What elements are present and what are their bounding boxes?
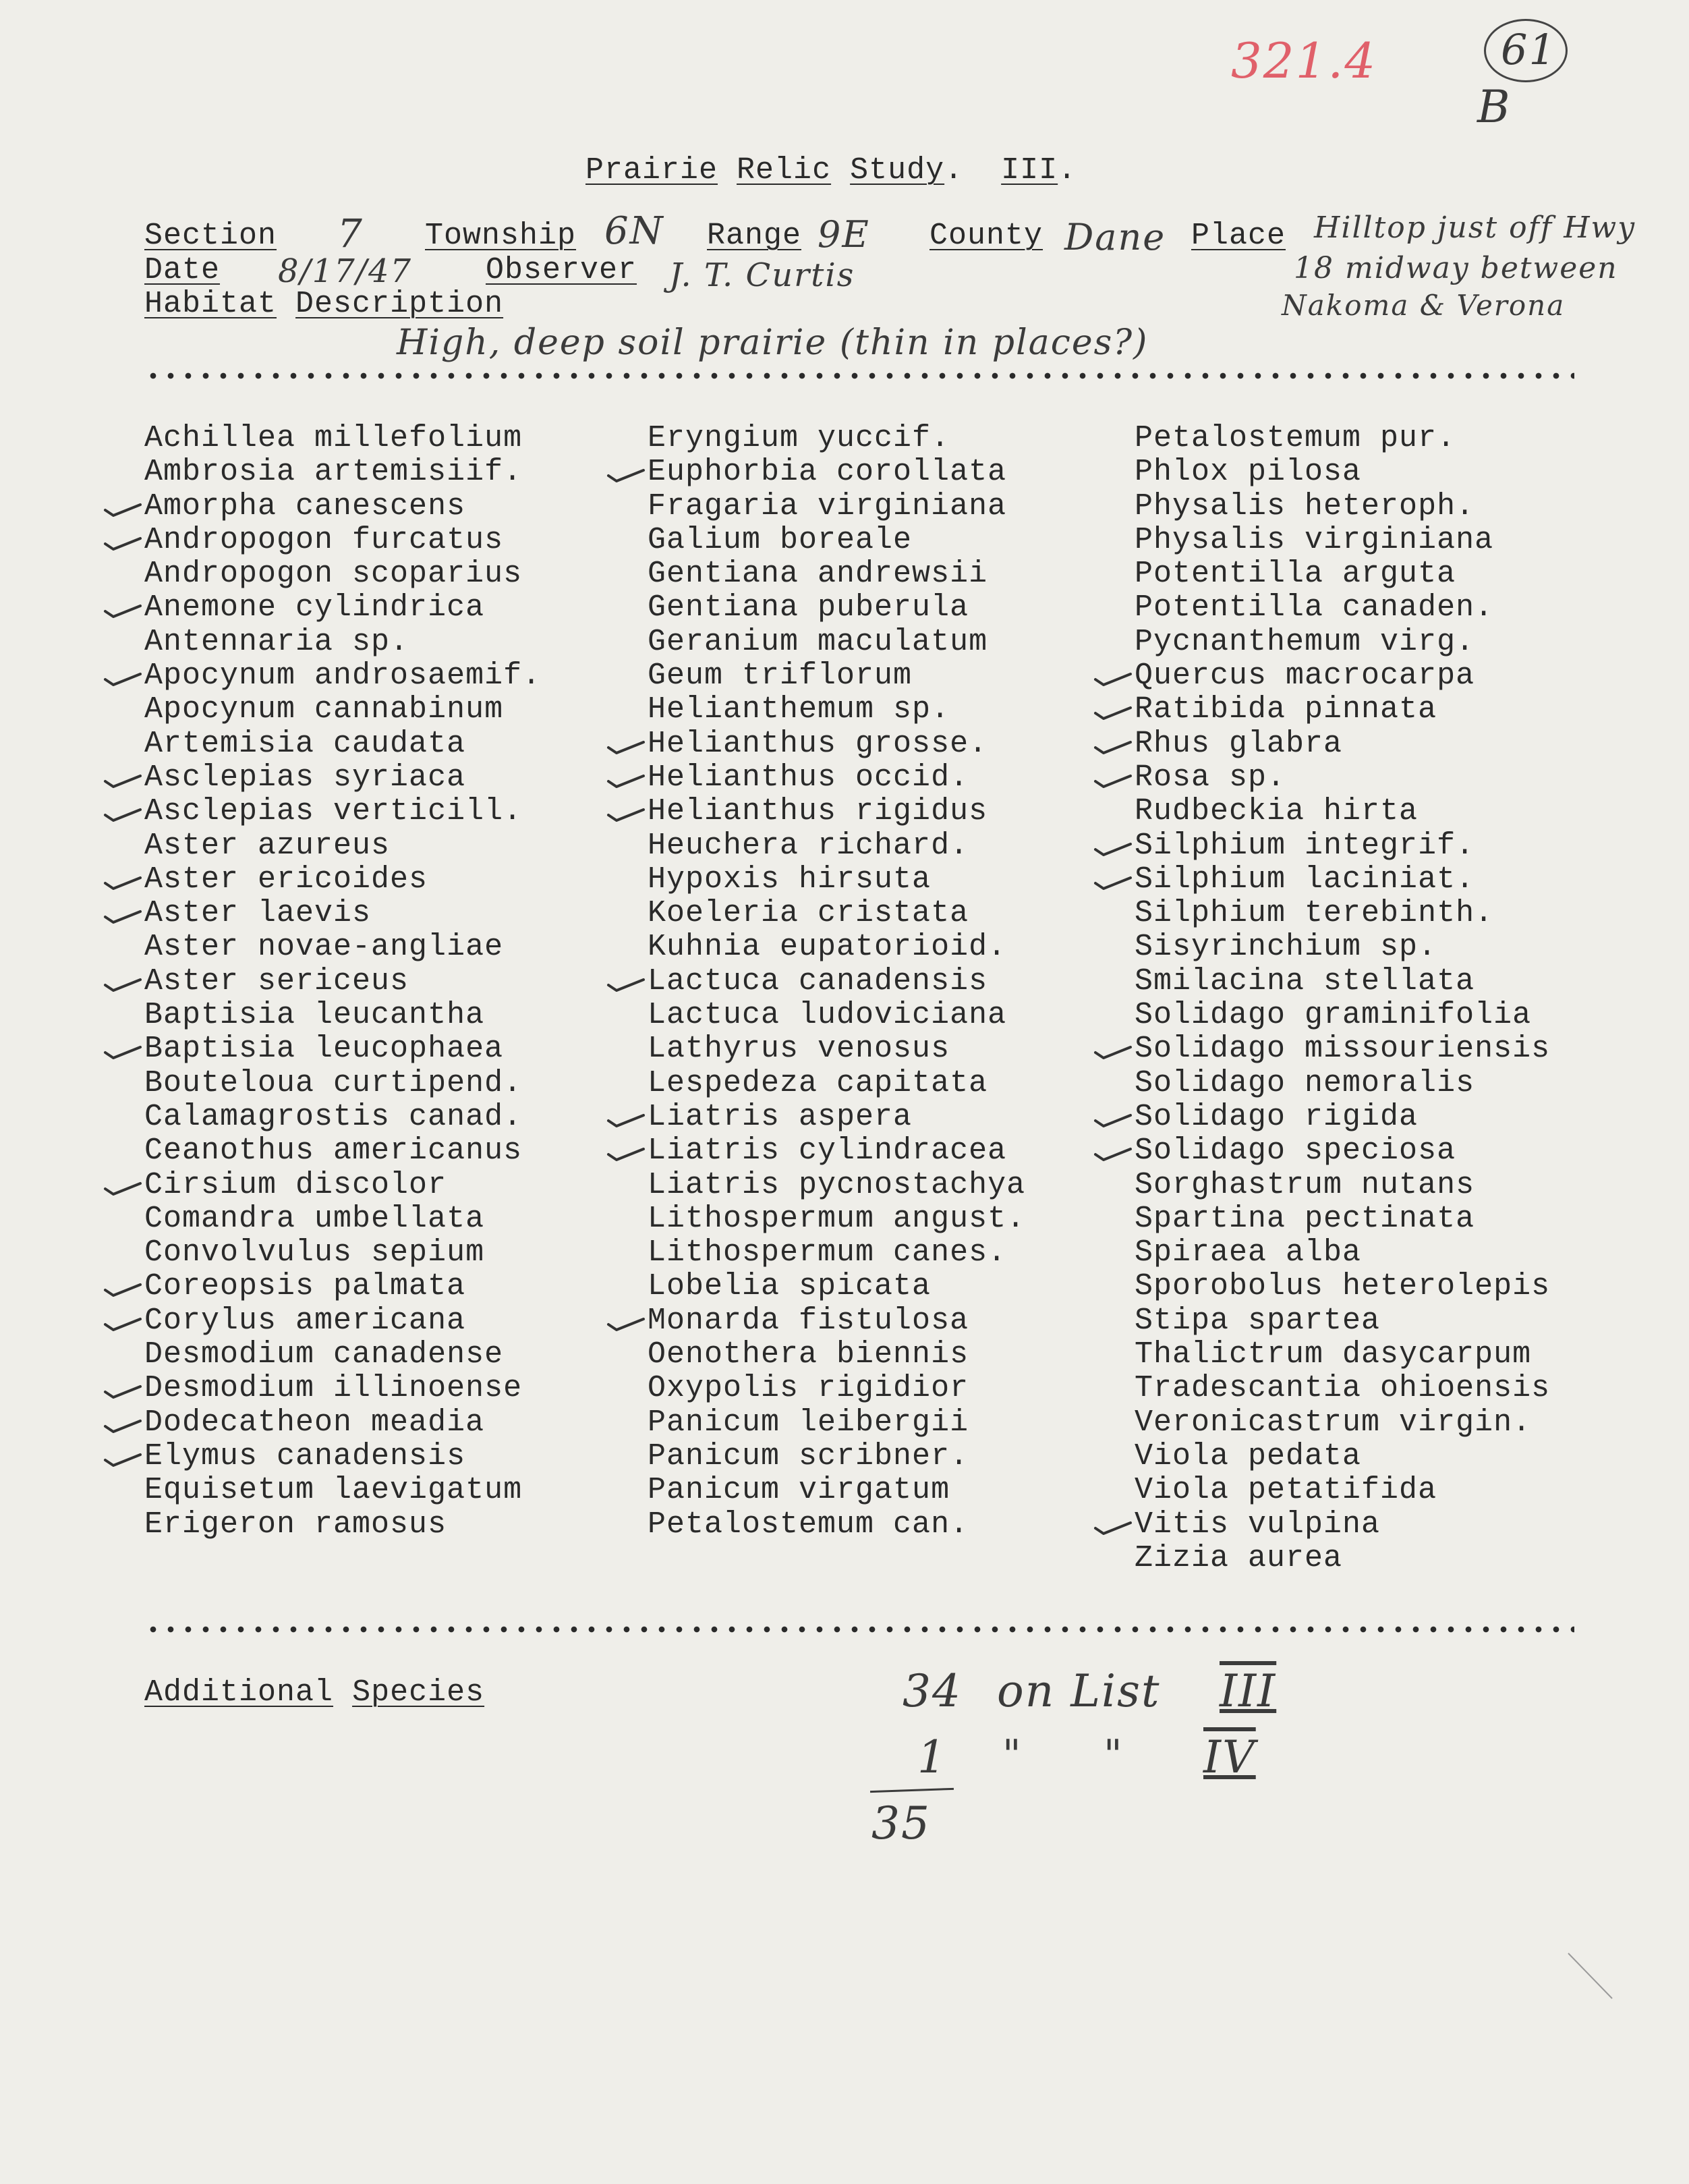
species-name: Viola petatifida [1135, 1473, 1437, 1508]
tally-line2-count: 1 [917, 1731, 947, 1783]
species-row [1135, 1508, 1550, 1542]
species-name: Andropogon furcatus [144, 522, 504, 557]
species-name: Hypoxis hirsuta [648, 862, 932, 897]
sheet-number-circle [1484, 19, 1568, 82]
species-name: Solidago rigida [1135, 1099, 1419, 1134]
additional-species-label [144, 1676, 484, 1710]
species-name: Rosa sp. [1135, 760, 1286, 795]
species-row [1135, 524, 1550, 557]
species-row [648, 999, 1025, 1032]
species-column-1 [144, 422, 541, 1542]
species-name: Thalictrum dasycarpum [1135, 1337, 1532, 1372]
habitat-label-word-1: Habitat [144, 287, 277, 321]
checkmark-icon [1093, 1140, 1133, 1164]
species-row [1135, 490, 1550, 524]
species-name: Ambrosia artemisiif. [144, 455, 523, 490]
species-name: Apocynum androsaemif. [144, 659, 542, 694]
species-row [1135, 422, 1550, 455]
species-row [648, 693, 1025, 727]
species-name: Equisetum laevigatum [144, 1473, 523, 1508]
species-row [648, 761, 1025, 795]
species-row [144, 659, 541, 693]
species-row [144, 1067, 541, 1100]
species-row [1135, 999, 1550, 1032]
checkmark-icon [103, 1038, 143, 1062]
species-name: Phlox pilosa [1135, 455, 1362, 490]
species-row [144, 524, 541, 557]
species-name: Potentilla canaden. [1135, 590, 1494, 625]
species-row [144, 829, 541, 863]
species-row [648, 829, 1025, 863]
species-column-2 [648, 422, 1025, 1542]
species-name: Petalostemum pur. [1135, 421, 1456, 455]
species-row [144, 727, 541, 761]
place-value-line3: Nakoma & Verona [1282, 289, 1566, 322]
species-name: Geranium maculatum [648, 624, 988, 659]
species-row [1135, 1440, 1550, 1474]
species-row [648, 524, 1025, 557]
checkmark-icon [103, 970, 143, 995]
checkmark-icon [103, 868, 143, 893]
species-row [144, 422, 541, 455]
species-row [144, 591, 541, 625]
species-name: Corylus americana [144, 1303, 466, 1338]
species-name: Amorpha canescens [144, 488, 466, 524]
species-row [144, 625, 541, 659]
species-name: Vitis vulpina [1135, 1507, 1381, 1542]
place-value-line2: 18 midway between [1294, 251, 1618, 285]
species-name: Gentiana puberula [648, 590, 969, 625]
species-name: Lithospermum angust. [648, 1201, 1026, 1236]
species-row [1135, 1236, 1550, 1270]
species-name: Andropogon scoparius [144, 557, 523, 592]
species-name: Euphorbia corollata [648, 455, 1007, 490]
species-row [648, 897, 1025, 930]
section-value: 7 [337, 211, 364, 256]
species-name: Sporobolus heterolepis [1135, 1269, 1551, 1304]
species-name: Physalis virginiana [1135, 522, 1494, 557]
species-name: Solidago graminifolia [1135, 998, 1532, 1033]
species-row [648, 1100, 1025, 1134]
dotted-divider-top [144, 371, 1574, 381]
species-row [648, 1508, 1025, 1542]
species-name: Spiraea alba [1135, 1235, 1362, 1270]
species-name: Asclepias verticill. [144, 794, 523, 829]
species-name: Elymus canadensis [144, 1438, 466, 1474]
species-row [144, 1406, 541, 1440]
county-label: County [929, 219, 1043, 253]
species-name: Silphium laciniat. [1135, 862, 1475, 897]
habitat-label [144, 287, 503, 321]
species-name: Viola pedata [1135, 1438, 1362, 1474]
species-name: Petalostemum can. [648, 1507, 969, 1542]
species-name: Baptisia leucantha [144, 998, 485, 1033]
species-row [1135, 761, 1550, 795]
species-name: Helianthemum sp. [648, 692, 950, 727]
species-row [144, 863, 541, 897]
species-row [144, 1270, 541, 1304]
species-row [648, 1372, 1025, 1405]
checkmark-icon [103, 1310, 143, 1334]
species-row [648, 659, 1025, 693]
species-name: Sisyrinchium sp. [1135, 930, 1437, 965]
title-word-3: Study [850, 153, 945, 188]
species-name: Liatris aspera [648, 1099, 913, 1134]
species-name: Aster azureus [144, 828, 391, 863]
tally-line1-text: on List [997, 1665, 1161, 1717]
checkmark-icon [103, 1445, 143, 1469]
species-name: Calamagrostis canad. [144, 1099, 523, 1134]
species-name: Coreopsis palmata [144, 1269, 466, 1304]
species-name: Apocynum cannabinum [144, 692, 504, 727]
tally-line2-ditto-2: " [1104, 1731, 1124, 1779]
species-row [144, 1338, 541, 1372]
species-name: Rhus glabra [1135, 726, 1343, 761]
species-row [648, 965, 1025, 999]
species-row [144, 930, 541, 964]
place-value-line1: Hilltop just off Hwy [1314, 211, 1636, 245]
species-row [1135, 930, 1550, 964]
species-name: Oenothera biennis [648, 1337, 969, 1372]
species-row [648, 1067, 1025, 1100]
species-name: Liatris pycnostachya [648, 1167, 1026, 1202]
checkmark-icon [1093, 733, 1133, 757]
species-name: Cirsium discolor [144, 1167, 447, 1202]
species-row [1135, 1474, 1550, 1507]
species-row [1135, 693, 1550, 727]
species-row [1135, 1542, 1550, 1575]
species-row [1135, 965, 1550, 999]
checkmark-icon [1093, 868, 1133, 893]
checkmark-icon [1093, 1106, 1133, 1130]
species-name: Anemone cylindrica [144, 590, 485, 625]
species-name: Silphium integrif. [1135, 828, 1475, 863]
species-name: Convolvulus sepium [144, 1235, 485, 1270]
species-row [144, 999, 541, 1032]
species-row [1135, 897, 1550, 930]
species-name: Erigeron ramosus [144, 1507, 447, 1542]
species-name: Monarda fistulosa [648, 1303, 969, 1338]
species-row [144, 1474, 541, 1507]
species-row [144, 761, 541, 795]
species-name: Panicum leibergii [648, 1405, 969, 1440]
species-name: Panicum scribner. [648, 1438, 969, 1474]
species-name: Achillea millefolium [144, 421, 523, 455]
checkmark-icon [606, 800, 646, 824]
species-name: Oxypolis rigidior [648, 1371, 969, 1406]
species-name: Physalis heteroph. [1135, 488, 1475, 524]
checkmark-icon [606, 1140, 646, 1164]
species-row [1135, 727, 1550, 761]
checkmark-icon [1093, 1513, 1133, 1538]
species-column-3 [1135, 422, 1550, 1575]
species-name: Geum triflorum [648, 659, 913, 694]
species-row [648, 490, 1025, 524]
additional-label-word-1: Additional [144, 1675, 334, 1710]
observer-value: J. T. Curtis [669, 256, 855, 294]
species-name: Gentiana andrewsii [648, 557, 988, 592]
species-row [144, 1508, 541, 1542]
county-value: Dane [1064, 216, 1166, 258]
species-name: Solidago speciosa [1135, 1133, 1456, 1169]
title-numeral: III [1001, 153, 1058, 188]
checkmark-icon [1093, 766, 1133, 791]
species-row [648, 455, 1025, 489]
species-row [144, 1236, 541, 1270]
species-name: Ratibida pinnata [1135, 692, 1437, 727]
species-name: Potentilla arguta [1135, 557, 1456, 592]
checkmark-icon [103, 902, 143, 926]
species-row [144, 1134, 541, 1168]
species-name: Helianthus grosse. [648, 726, 988, 761]
species-name: Pycnanthemum virg. [1135, 624, 1475, 659]
species-row [648, 557, 1025, 591]
species-row [1135, 1067, 1550, 1100]
species-name: Stipa spartea [1135, 1303, 1381, 1338]
species-name: Aster laevis [144, 896, 372, 931]
species-row [144, 795, 541, 829]
species-row [648, 1134, 1025, 1168]
sheet-number: 61 [1501, 25, 1557, 74]
species-row [648, 1304, 1025, 1338]
species-row [1135, 1406, 1550, 1440]
checkmark-icon [606, 733, 646, 757]
species-name: Eryngium yuccif. [648, 421, 950, 455]
species-row [648, 930, 1025, 964]
checkmark-icon [606, 1310, 646, 1334]
species-name: Lobelia spicata [648, 1269, 932, 1304]
checkmark-icon [103, 529, 143, 553]
stray-pencil-mark [1565, 1950, 1619, 2004]
species-row [144, 1100, 541, 1134]
species-name: Dodecatheon meadia [144, 1405, 485, 1440]
species-row [1135, 863, 1550, 897]
species-name: Panicum virgatum [648, 1473, 950, 1508]
species-name: Lespedeza capitata [648, 1065, 988, 1100]
species-row [144, 1304, 541, 1338]
species-row [1135, 1202, 1550, 1236]
range-value: 9E [818, 213, 870, 256]
species-row [648, 1236, 1025, 1270]
species-row [1135, 1100, 1550, 1134]
species-row [1135, 1032, 1550, 1066]
species-name: Comandra umbellata [144, 1201, 485, 1236]
species-name: Heuchera richard. [648, 828, 969, 863]
title-word-1: Prairie [585, 153, 718, 188]
title-period: . [944, 153, 964, 188]
checkmark-icon [606, 970, 646, 995]
species-name: Lathyrus venosus [648, 1032, 950, 1067]
species-row [1135, 1304, 1550, 1338]
species-name: Aster novae-angliae [144, 930, 504, 965]
section-label: Section [144, 219, 277, 253]
species-name: Rudbeckia hirta [1135, 794, 1419, 829]
tally-line1-count: 34 [903, 1665, 962, 1717]
species-name: Lactuca canadensis [648, 963, 988, 999]
species-row [144, 455, 541, 489]
species-row [1135, 557, 1550, 591]
checkmark-icon [103, 665, 143, 689]
species-row [648, 1440, 1025, 1474]
township-label: Township [425, 219, 577, 253]
species-name: Galium boreale [648, 522, 913, 557]
species-row [1135, 625, 1550, 659]
species-name: Lithospermum canes. [648, 1235, 1007, 1270]
species-row [648, 422, 1025, 455]
species-row [1135, 455, 1550, 489]
date-value: 8/17/47 [278, 252, 413, 290]
species-name: Desmodium illinoense [144, 1371, 523, 1406]
species-row [144, 557, 541, 591]
species-row [1135, 1134, 1550, 1168]
species-name: Liatris cylindracea [648, 1133, 1007, 1169]
tally-sum-line [870, 1788, 954, 1793]
checkmark-icon [1093, 698, 1133, 723]
species-name: Koeleria cristata [648, 896, 969, 931]
species-name: Kuhnia eupatorioid. [648, 930, 1007, 965]
species-row [648, 1202, 1025, 1236]
checkmark-icon [606, 1106, 646, 1130]
species-row [1135, 1169, 1550, 1202]
habitat-label-word-2: Description [295, 287, 504, 321]
species-row [144, 490, 541, 524]
species-row [648, 863, 1025, 897]
species-row [144, 1032, 541, 1066]
species-row [1135, 1372, 1550, 1405]
species-name: Antennaria sp. [144, 624, 409, 659]
tally-line2-list: IV [1203, 1731, 1256, 1783]
checkmark-icon [103, 495, 143, 520]
species-name: Solidago nemoralis [1135, 1065, 1475, 1100]
title-end: . [1058, 153, 1077, 188]
checkmark-icon [1093, 835, 1133, 859]
species-name: Aster sericeus [144, 963, 409, 999]
species-row [648, 795, 1025, 829]
species-name: Baptisia leucophaea [144, 1032, 504, 1067]
species-name: Desmodium canadense [144, 1337, 504, 1372]
checkmark-icon [1093, 665, 1133, 689]
tally-line2-ditto-1: " [1002, 1731, 1023, 1779]
species-name: Solidago missouriensis [1135, 1032, 1551, 1067]
checkmark-icon [103, 1377, 143, 1401]
species-row [1135, 829, 1550, 863]
species-row [648, 625, 1025, 659]
species-row [144, 693, 541, 727]
species-row [144, 897, 541, 930]
species-row [648, 1474, 1025, 1507]
observer-label: Observer [486, 253, 637, 287]
checkmark-icon [103, 1411, 143, 1436]
species-row [648, 1169, 1025, 1202]
title-word-2: Relic [737, 153, 832, 188]
species-name: Zizia aurea [1135, 1540, 1343, 1575]
species-name: Silphium terebinth. [1135, 896, 1494, 931]
species-name: Bouteloua curtipend. [144, 1065, 523, 1100]
checkmark-icon [103, 766, 143, 791]
species-row [1135, 1338, 1550, 1372]
habitat-value: High, deep soil prairie (thin in places?) [397, 323, 1149, 363]
checkmark-icon [1093, 1038, 1133, 1062]
species-row [648, 591, 1025, 625]
species-name: Asclepias syriaca [144, 760, 466, 795]
species-row [648, 1032, 1025, 1066]
checkmark-icon [103, 800, 143, 824]
range-label: Range [707, 219, 802, 253]
species-row [144, 965, 541, 999]
dotted-divider-bottom [144, 1625, 1574, 1634]
species-name: Helianthus occid. [648, 760, 969, 795]
township-value: 6N [604, 209, 664, 253]
checkmark-icon [103, 596, 143, 621]
place-label: Place [1191, 219, 1286, 253]
additional-label-word-2: Species [352, 1675, 485, 1710]
tally-line1-list: III [1220, 1665, 1277, 1717]
species-row [1135, 591, 1550, 625]
species-row [1135, 659, 1550, 693]
species-name: Veronicastrum virgin. [1135, 1405, 1532, 1440]
species-row [144, 1202, 541, 1236]
catalog-number: 321.4 [1231, 32, 1377, 89]
species-name: Sorghastrum nutans [1135, 1167, 1475, 1202]
species-name: Spartina pectinata [1135, 1201, 1475, 1236]
species-name: Aster ericoides [144, 862, 428, 897]
species-row [1135, 795, 1550, 829]
species-name: Artemisia caudata [144, 726, 466, 761]
species-row [648, 1270, 1025, 1304]
checkmark-icon [103, 1275, 143, 1299]
checkmark-icon [606, 766, 646, 791]
date-label: Date [144, 253, 221, 287]
species-row [648, 1338, 1025, 1372]
species-name: Fragaria virginiana [648, 488, 1007, 524]
tally-total: 35 [871, 1797, 931, 1849]
checkmark-icon [103, 1174, 143, 1198]
sheet-letter: B [1477, 81, 1512, 133]
species-row [648, 1406, 1025, 1440]
species-row [144, 1440, 541, 1474]
species-name: Lactuca ludoviciana [648, 998, 1007, 1033]
species-row [648, 727, 1025, 761]
species-name: Tradescantia ohioensis [1135, 1371, 1551, 1406]
page-title [585, 154, 1077, 188]
species-row [144, 1372, 541, 1405]
species-row [1135, 1270, 1550, 1304]
species-name: Quercus macrocarpa [1135, 659, 1475, 694]
species-name: Helianthus rigidus [648, 794, 988, 829]
species-name: Smilacina stellata [1135, 963, 1475, 999]
species-name: Ceanothus americanus [144, 1133, 523, 1169]
species-row [144, 1169, 541, 1202]
checkmark-icon [606, 461, 646, 485]
